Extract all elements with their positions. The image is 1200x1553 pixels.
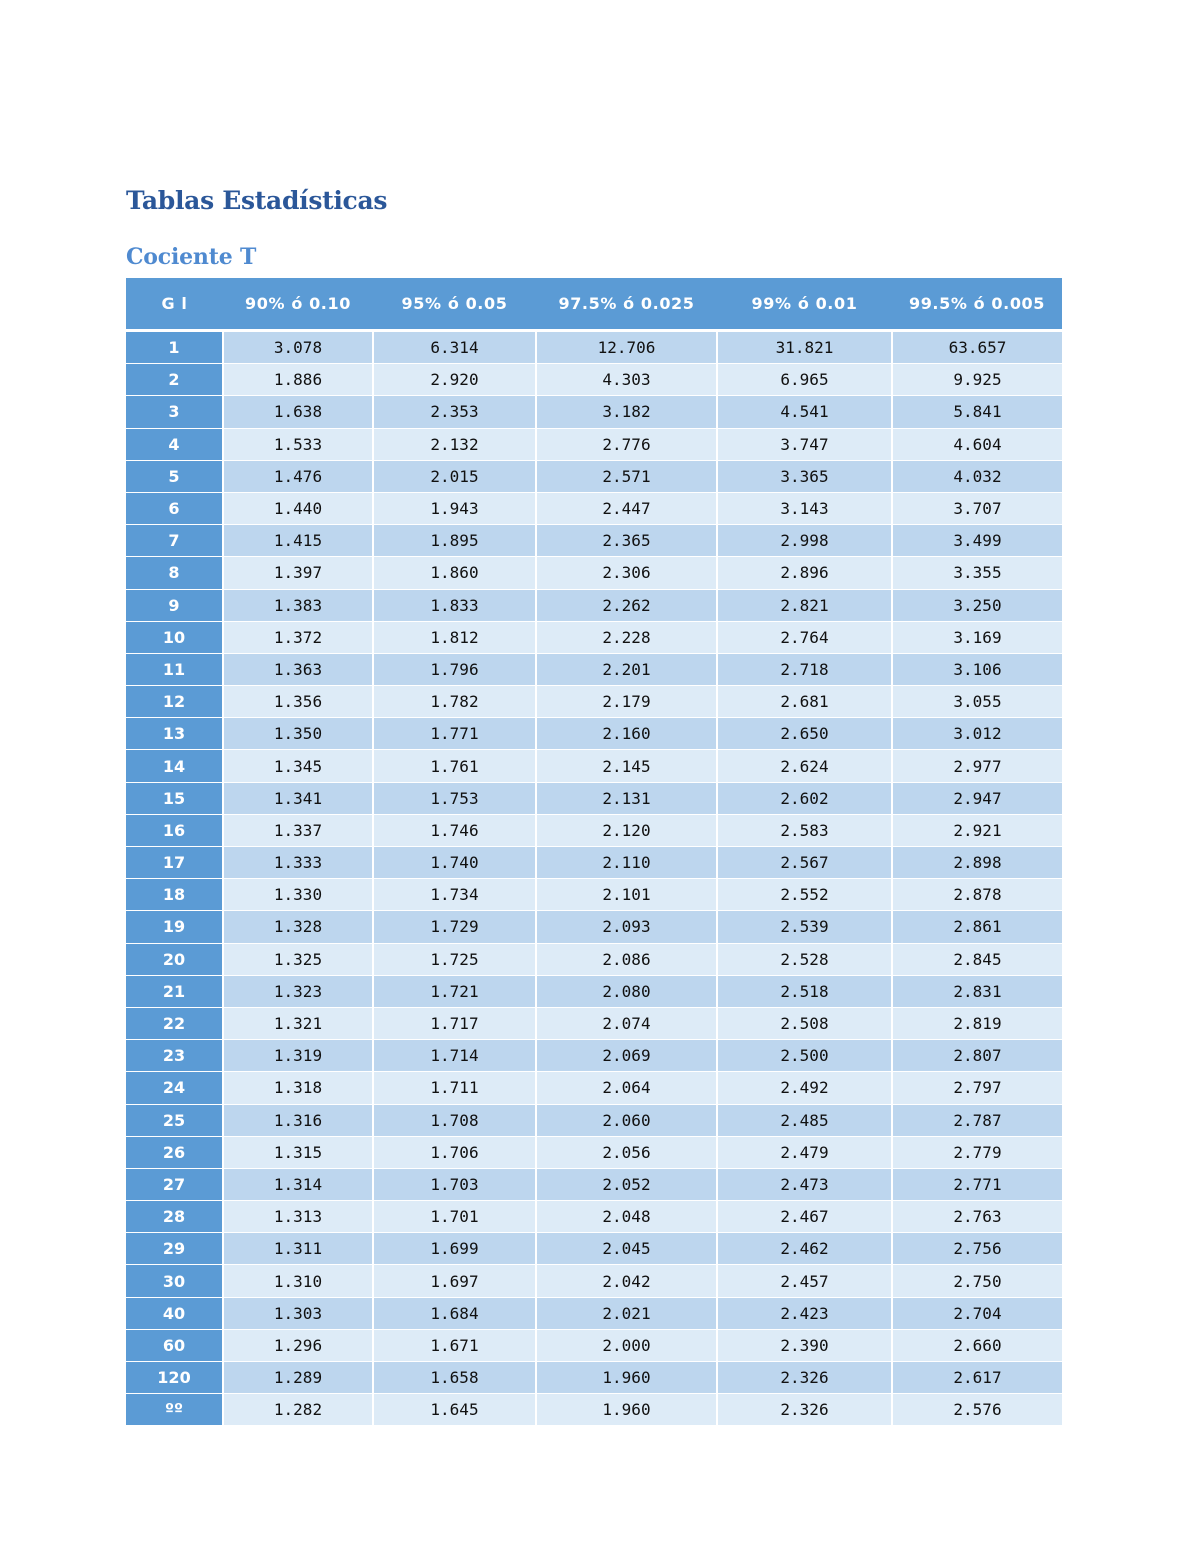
row-gl-cell: 5	[126, 460, 223, 492]
value-cell: 4.604	[892, 428, 1062, 460]
value-cell: 1.706	[373, 1136, 536, 1168]
value-cell: 2.462	[717, 1233, 892, 1265]
header-99: 99% ó 0.01	[717, 278, 892, 331]
value-cell: 3.499	[892, 525, 1062, 557]
value-cell: 4.032	[892, 460, 1062, 492]
row-gl-cell: 27	[126, 1168, 223, 1200]
table-row	[126, 1265, 1062, 1297]
value-cell: 2.179	[536, 686, 717, 718]
value-cell: 1.833	[373, 589, 536, 621]
value-cell: 2.807	[892, 1040, 1062, 1072]
table-row	[126, 364, 1062, 396]
value-cell: 2.508	[717, 1007, 892, 1039]
value-cell: 1.397	[223, 557, 373, 589]
table-row	[126, 1072, 1062, 1104]
value-cell: 1.310	[223, 1265, 373, 1297]
value-cell: 2.821	[717, 589, 892, 621]
table-row	[126, 943, 1062, 975]
value-cell: 1.314	[223, 1168, 373, 1200]
value-cell: 1.943	[373, 492, 536, 524]
value-cell: 1.533	[223, 428, 373, 460]
value-cell: 1.771	[373, 718, 536, 750]
value-cell: 2.552	[717, 879, 892, 911]
row-gl-cell: 20	[126, 943, 223, 975]
value-cell: 1.671	[373, 1329, 536, 1361]
value-cell: 1.960	[536, 1362, 717, 1394]
value-cell: 1.325	[223, 943, 373, 975]
row-gl-cell: 9	[126, 589, 223, 621]
value-cell: 2.145	[536, 750, 717, 782]
value-cell: 2.069	[536, 1040, 717, 1072]
value-cell: 2.021	[536, 1297, 717, 1329]
header-99-5: 99.5% ó 0.005	[892, 278, 1062, 331]
table-row	[126, 750, 1062, 782]
value-cell: 1.345	[223, 750, 373, 782]
header-95: 95% ó 0.05	[373, 278, 536, 331]
table-row	[126, 1136, 1062, 1168]
value-cell: 2.920	[373, 364, 536, 396]
value-cell: 2.797	[892, 1072, 1062, 1104]
table-row	[126, 557, 1062, 589]
value-cell: 1.960	[536, 1394, 717, 1426]
value-cell: 1.440	[223, 492, 373, 524]
value-cell: 2.326	[717, 1362, 892, 1394]
value-cell: 2.764	[717, 621, 892, 653]
row-gl-cell: 24	[126, 1072, 223, 1104]
value-cell: 2.583	[717, 814, 892, 846]
row-gl-cell: 10	[126, 621, 223, 653]
value-cell: 1.372	[223, 621, 373, 653]
value-cell: 2.947	[892, 782, 1062, 814]
value-cell: 3.143	[717, 492, 892, 524]
value-cell: 1.714	[373, 1040, 536, 1072]
value-cell: 2.485	[717, 1104, 892, 1136]
value-cell: 2.750	[892, 1265, 1062, 1297]
value-cell: 3.707	[892, 492, 1062, 524]
value-cell: 1.895	[373, 525, 536, 557]
row-gl-cell: 23	[126, 1040, 223, 1072]
row-gl-cell: 15	[126, 782, 223, 814]
value-cell: 1.356	[223, 686, 373, 718]
value-cell: 1.315	[223, 1136, 373, 1168]
value-cell: 2.977	[892, 750, 1062, 782]
value-cell: 2.539	[717, 911, 892, 943]
value-cell: 1.796	[373, 653, 536, 685]
value-cell: 2.045	[536, 1233, 717, 1265]
row-gl-cell: 21	[126, 975, 223, 1007]
table-row	[126, 525, 1062, 557]
value-cell: 2.500	[717, 1040, 892, 1072]
value-cell: 2.228	[536, 621, 717, 653]
value-cell: 1.684	[373, 1297, 536, 1329]
value-cell: 2.110	[536, 847, 717, 879]
value-cell: 2.624	[717, 750, 892, 782]
value-cell: 2.779	[892, 1136, 1062, 1168]
table-row	[126, 782, 1062, 814]
row-gl-cell: 1	[126, 331, 223, 364]
value-cell: 1.711	[373, 1072, 536, 1104]
row-gl-cell: 29	[126, 1233, 223, 1265]
value-cell: 2.898	[892, 847, 1062, 879]
value-cell: 2.131	[536, 782, 717, 814]
value-cell: 12.706	[536, 331, 717, 364]
value-cell: 2.921	[892, 814, 1062, 846]
row-gl-cell: 19	[126, 911, 223, 943]
value-cell: 3.355	[892, 557, 1062, 589]
row-gl-cell: 25	[126, 1104, 223, 1136]
value-cell: 1.638	[223, 396, 373, 428]
value-cell: 2.776	[536, 428, 717, 460]
table-row	[126, 653, 1062, 685]
table-row	[126, 460, 1062, 492]
value-cell: 2.681	[717, 686, 892, 718]
row-gl-cell: 12	[126, 686, 223, 718]
value-cell: 2.423	[717, 1297, 892, 1329]
value-cell: 2.048	[536, 1201, 717, 1233]
value-cell: 2.467	[717, 1201, 892, 1233]
table-row	[126, 492, 1062, 524]
value-cell: 1.746	[373, 814, 536, 846]
value-cell: 2.457	[717, 1265, 892, 1297]
value-cell: 3.106	[892, 653, 1062, 685]
value-cell: 2.160	[536, 718, 717, 750]
value-cell: 2.093	[536, 911, 717, 943]
table-row	[126, 1394, 1062, 1426]
table-row	[126, 718, 1062, 750]
row-gl-cell: 17	[126, 847, 223, 879]
value-cell: 2.718	[717, 653, 892, 685]
value-cell: 1.729	[373, 911, 536, 943]
value-cell: 3.078	[223, 331, 373, 364]
row-gl-cell: 28	[126, 1201, 223, 1233]
table-row	[126, 589, 1062, 621]
t-distribution-table	[126, 278, 1062, 1426]
value-cell: 2.479	[717, 1136, 892, 1168]
header-gl: G l	[126, 278, 223, 331]
value-cell: 1.812	[373, 621, 536, 653]
row-gl-cell: 11	[126, 653, 223, 685]
value-cell: 6.314	[373, 331, 536, 364]
value-cell: 1.311	[223, 1233, 373, 1265]
value-cell: 1.313	[223, 1201, 373, 1233]
value-cell: 2.306	[536, 557, 717, 589]
table-row	[126, 1362, 1062, 1394]
value-cell: 1.383	[223, 589, 373, 621]
table-row	[126, 396, 1062, 428]
value-cell: 1.708	[373, 1104, 536, 1136]
value-cell: 1.330	[223, 879, 373, 911]
row-gl-cell: 40	[126, 1297, 223, 1329]
value-cell: 1.296	[223, 1329, 373, 1361]
value-cell: 2.060	[536, 1104, 717, 1136]
value-cell: 63.657	[892, 331, 1062, 364]
row-gl-cell: 2	[126, 364, 223, 396]
header-97-5: 97.5% ó 0.025	[536, 278, 717, 331]
value-cell: 1.860	[373, 557, 536, 589]
value-cell: 2.080	[536, 975, 717, 1007]
table-row	[126, 1007, 1062, 1039]
table-row	[126, 847, 1062, 879]
value-cell: 3.747	[717, 428, 892, 460]
value-cell: 3.365	[717, 460, 892, 492]
value-cell: 1.323	[223, 975, 373, 1007]
value-cell: 31.821	[717, 331, 892, 364]
page-title: Tablas Estadísticas	[126, 186, 388, 215]
table-row	[126, 1297, 1062, 1329]
value-cell: 2.015	[373, 460, 536, 492]
value-cell: 1.328	[223, 911, 373, 943]
value-cell: 2.576	[892, 1394, 1062, 1426]
value-cell: 2.390	[717, 1329, 892, 1361]
table-row	[126, 331, 1062, 364]
row-gl-cell: ºº	[126, 1394, 223, 1426]
value-cell: 2.120	[536, 814, 717, 846]
value-cell: 1.337	[223, 814, 373, 846]
value-cell: 2.074	[536, 1007, 717, 1039]
value-cell: 1.303	[223, 1297, 373, 1329]
section-title: Cociente T	[126, 244, 257, 270]
value-cell: 4.541	[717, 396, 892, 428]
value-cell: 1.658	[373, 1362, 536, 1394]
value-cell: 4.303	[536, 364, 717, 396]
value-cell: 2.771	[892, 1168, 1062, 1200]
value-cell: 1.321	[223, 1007, 373, 1039]
value-cell: 2.052	[536, 1168, 717, 1200]
value-cell: 2.763	[892, 1201, 1062, 1233]
value-cell: 2.056	[536, 1136, 717, 1168]
value-cell: 2.473	[717, 1168, 892, 1200]
value-cell: 3.169	[892, 621, 1062, 653]
value-cell: 1.415	[223, 525, 373, 557]
value-cell: 9.925	[892, 364, 1062, 396]
row-gl-cell: 4	[126, 428, 223, 460]
table-row	[126, 911, 1062, 943]
value-cell: 2.064	[536, 1072, 717, 1104]
value-cell: 1.319	[223, 1040, 373, 1072]
value-cell: 1.341	[223, 782, 373, 814]
value-cell: 2.365	[536, 525, 717, 557]
value-cell: 1.363	[223, 653, 373, 685]
header-90: 90% ó 0.10	[223, 278, 373, 331]
table-row	[126, 814, 1062, 846]
value-cell: 2.861	[892, 911, 1062, 943]
value-cell: 6.965	[717, 364, 892, 396]
row-gl-cell: 22	[126, 1007, 223, 1039]
value-cell: 2.528	[717, 943, 892, 975]
table-row	[126, 686, 1062, 718]
table-row	[126, 1329, 1062, 1361]
value-cell: 1.717	[373, 1007, 536, 1039]
value-cell: 1.886	[223, 364, 373, 396]
value-cell: 2.132	[373, 428, 536, 460]
value-cell: 1.645	[373, 1394, 536, 1426]
row-gl-cell: 3	[126, 396, 223, 428]
value-cell: 1.699	[373, 1233, 536, 1265]
table-row	[126, 1201, 1062, 1233]
value-cell: 1.289	[223, 1362, 373, 1394]
value-cell: 1.697	[373, 1265, 536, 1297]
value-cell: 2.262	[536, 589, 717, 621]
value-cell: 2.896	[717, 557, 892, 589]
value-cell: 1.782	[373, 686, 536, 718]
value-cell: 2.704	[892, 1297, 1062, 1329]
value-cell: 1.753	[373, 782, 536, 814]
row-gl-cell: 26	[126, 1136, 223, 1168]
value-cell: 3.012	[892, 718, 1062, 750]
value-cell: 1.734	[373, 879, 536, 911]
value-cell: 2.878	[892, 879, 1062, 911]
value-cell: 2.819	[892, 1007, 1062, 1039]
table-row	[126, 1168, 1062, 1200]
row-gl-cell: 120	[126, 1362, 223, 1394]
value-cell: 2.042	[536, 1265, 717, 1297]
table-header-row	[126, 278, 1062, 331]
value-cell: 2.617	[892, 1362, 1062, 1394]
value-cell: 2.492	[717, 1072, 892, 1104]
table-row	[126, 1233, 1062, 1265]
value-cell: 2.602	[717, 782, 892, 814]
table-row	[126, 1040, 1062, 1072]
table-row	[126, 975, 1062, 1007]
value-cell: 2.000	[536, 1329, 717, 1361]
value-cell: 1.350	[223, 718, 373, 750]
value-cell: 2.756	[892, 1233, 1062, 1265]
row-gl-cell: 18	[126, 879, 223, 911]
row-gl-cell: 8	[126, 557, 223, 589]
value-cell: 2.787	[892, 1104, 1062, 1136]
value-cell: 2.831	[892, 975, 1062, 1007]
value-cell: 2.326	[717, 1394, 892, 1426]
value-cell: 2.845	[892, 943, 1062, 975]
value-cell: 1.282	[223, 1394, 373, 1426]
value-cell: 2.201	[536, 653, 717, 685]
value-cell: 2.567	[717, 847, 892, 879]
table-row	[126, 621, 1062, 653]
row-gl-cell: 60	[126, 1329, 223, 1361]
row-gl-cell: 30	[126, 1265, 223, 1297]
value-cell: 2.998	[717, 525, 892, 557]
value-cell: 2.650	[717, 718, 892, 750]
row-gl-cell: 13	[126, 718, 223, 750]
value-cell: 1.316	[223, 1104, 373, 1136]
value-cell: 2.571	[536, 460, 717, 492]
value-cell: 2.353	[373, 396, 536, 428]
table-row	[126, 1104, 1062, 1136]
table-row	[126, 879, 1062, 911]
value-cell: 2.086	[536, 943, 717, 975]
value-cell: 1.721	[373, 975, 536, 1007]
value-cell: 1.725	[373, 943, 536, 975]
value-cell: 3.055	[892, 686, 1062, 718]
value-cell: 2.518	[717, 975, 892, 1007]
row-gl-cell: 7	[126, 525, 223, 557]
value-cell: 1.701	[373, 1201, 536, 1233]
table-row	[126, 428, 1062, 460]
value-cell: 2.660	[892, 1329, 1062, 1361]
value-cell: 2.101	[536, 879, 717, 911]
value-cell: 5.841	[892, 396, 1062, 428]
value-cell: 1.476	[223, 460, 373, 492]
value-cell: 1.703	[373, 1168, 536, 1200]
table-body	[126, 331, 1062, 1426]
value-cell: 1.333	[223, 847, 373, 879]
value-cell: 3.182	[536, 396, 717, 428]
value-cell: 3.250	[892, 589, 1062, 621]
value-cell: 1.740	[373, 847, 536, 879]
value-cell: 1.761	[373, 750, 536, 782]
value-cell: 1.318	[223, 1072, 373, 1104]
row-gl-cell: 14	[126, 750, 223, 782]
row-gl-cell: 6	[126, 492, 223, 524]
row-gl-cell: 16	[126, 814, 223, 846]
value-cell: 2.447	[536, 492, 717, 524]
